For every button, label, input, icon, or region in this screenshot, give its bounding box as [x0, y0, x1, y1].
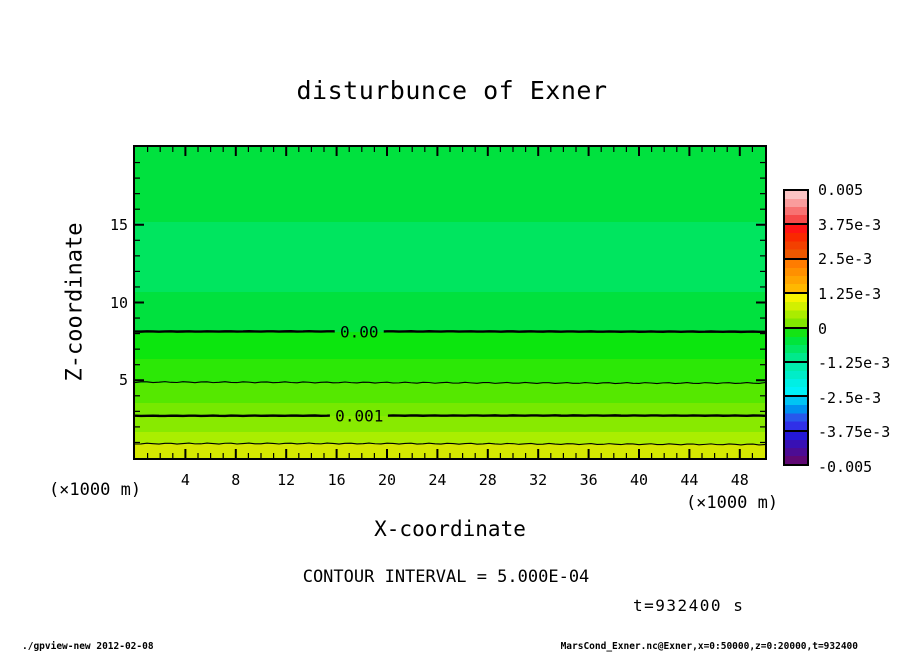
- colorbar-cell: [785, 430, 807, 464]
- colorbar-cell: [785, 395, 807, 429]
- x-tick-label: 32: [529, 471, 548, 489]
- colorbar-cell: [785, 361, 807, 395]
- colorbar-tick-label: 1.25e-3: [818, 284, 882, 303]
- y-axis-title: Z-coordinate: [62, 222, 88, 382]
- contour-line: [135, 443, 765, 445]
- x-tick-label: 4: [180, 471, 190, 489]
- ticks-and-contours: [135, 147, 765, 458]
- footer-program-info: ./gpview-new 2012-02-08: [22, 641, 154, 652]
- colorbar-tick-label: -3.75e-3: [818, 423, 891, 442]
- time-annotation: t=932400 s: [633, 596, 745, 615]
- contour-line: [135, 382, 765, 384]
- chart-title: disturbunce of Exner: [296, 76, 608, 105]
- x-tick-label: 8: [231, 471, 241, 489]
- x-tick-label: 44: [680, 471, 699, 489]
- x-tick-label: 36: [579, 471, 598, 489]
- contour-label: 0.00: [335, 323, 384, 340]
- x-tick-label: 20: [377, 471, 397, 489]
- colorbar-tick-label: 3.75e-3: [818, 215, 882, 234]
- plot-area: [133, 145, 767, 460]
- footer-data-source: MarsCond_Exner.nc@Exner,x=0:50000,z=0:20000,t=932400: [560, 641, 858, 652]
- y-tick-label: 10: [109, 293, 128, 312]
- contour-label: 0.001: [330, 407, 388, 424]
- colorbar-cell: [785, 327, 807, 361]
- colorbar-cell: [785, 191, 807, 223]
- colorbar-cell: [785, 223, 807, 257]
- colorbar-cell: [785, 292, 807, 326]
- y-tick-label: 5: [118, 371, 128, 390]
- colorbar: [783, 189, 809, 466]
- colorbar-tick-label: 0.005: [818, 181, 864, 199]
- x-axis-unit: (×1000 m): [685, 493, 779, 513]
- x-tick-label: 40: [629, 471, 649, 489]
- contour-line: [135, 331, 765, 332]
- x-tick-label: 28: [478, 471, 497, 489]
- y-tick-label: 15: [109, 215, 128, 234]
- contour-line: [135, 415, 765, 416]
- contour-interval-note: CONTOUR INTERVAL = 5.000E-04: [302, 567, 590, 587]
- colorbar-tick-label: -2.5e-3: [818, 388, 882, 407]
- colorbar-tick-label: -1.25e-3: [818, 354, 891, 373]
- x-tick-label: 48: [730, 471, 749, 489]
- x-tick-label: 12: [277, 471, 296, 489]
- y-axis-unit: (×1000 m): [48, 480, 142, 500]
- colorbar-tick-label: -0.005: [818, 458, 873, 476]
- y-axis-tick-labels: [88, 0, 128, 654]
- x-tick-label: 16: [327, 471, 346, 489]
- x-tick-label: 24: [428, 471, 447, 489]
- colorbar-cell: [785, 258, 807, 292]
- colorbar-tick-label: 2.5e-3: [818, 250, 873, 269]
- colorbar-tick-label: 0: [818, 319, 828, 338]
- x-axis-title: X-coordinate: [374, 517, 526, 541]
